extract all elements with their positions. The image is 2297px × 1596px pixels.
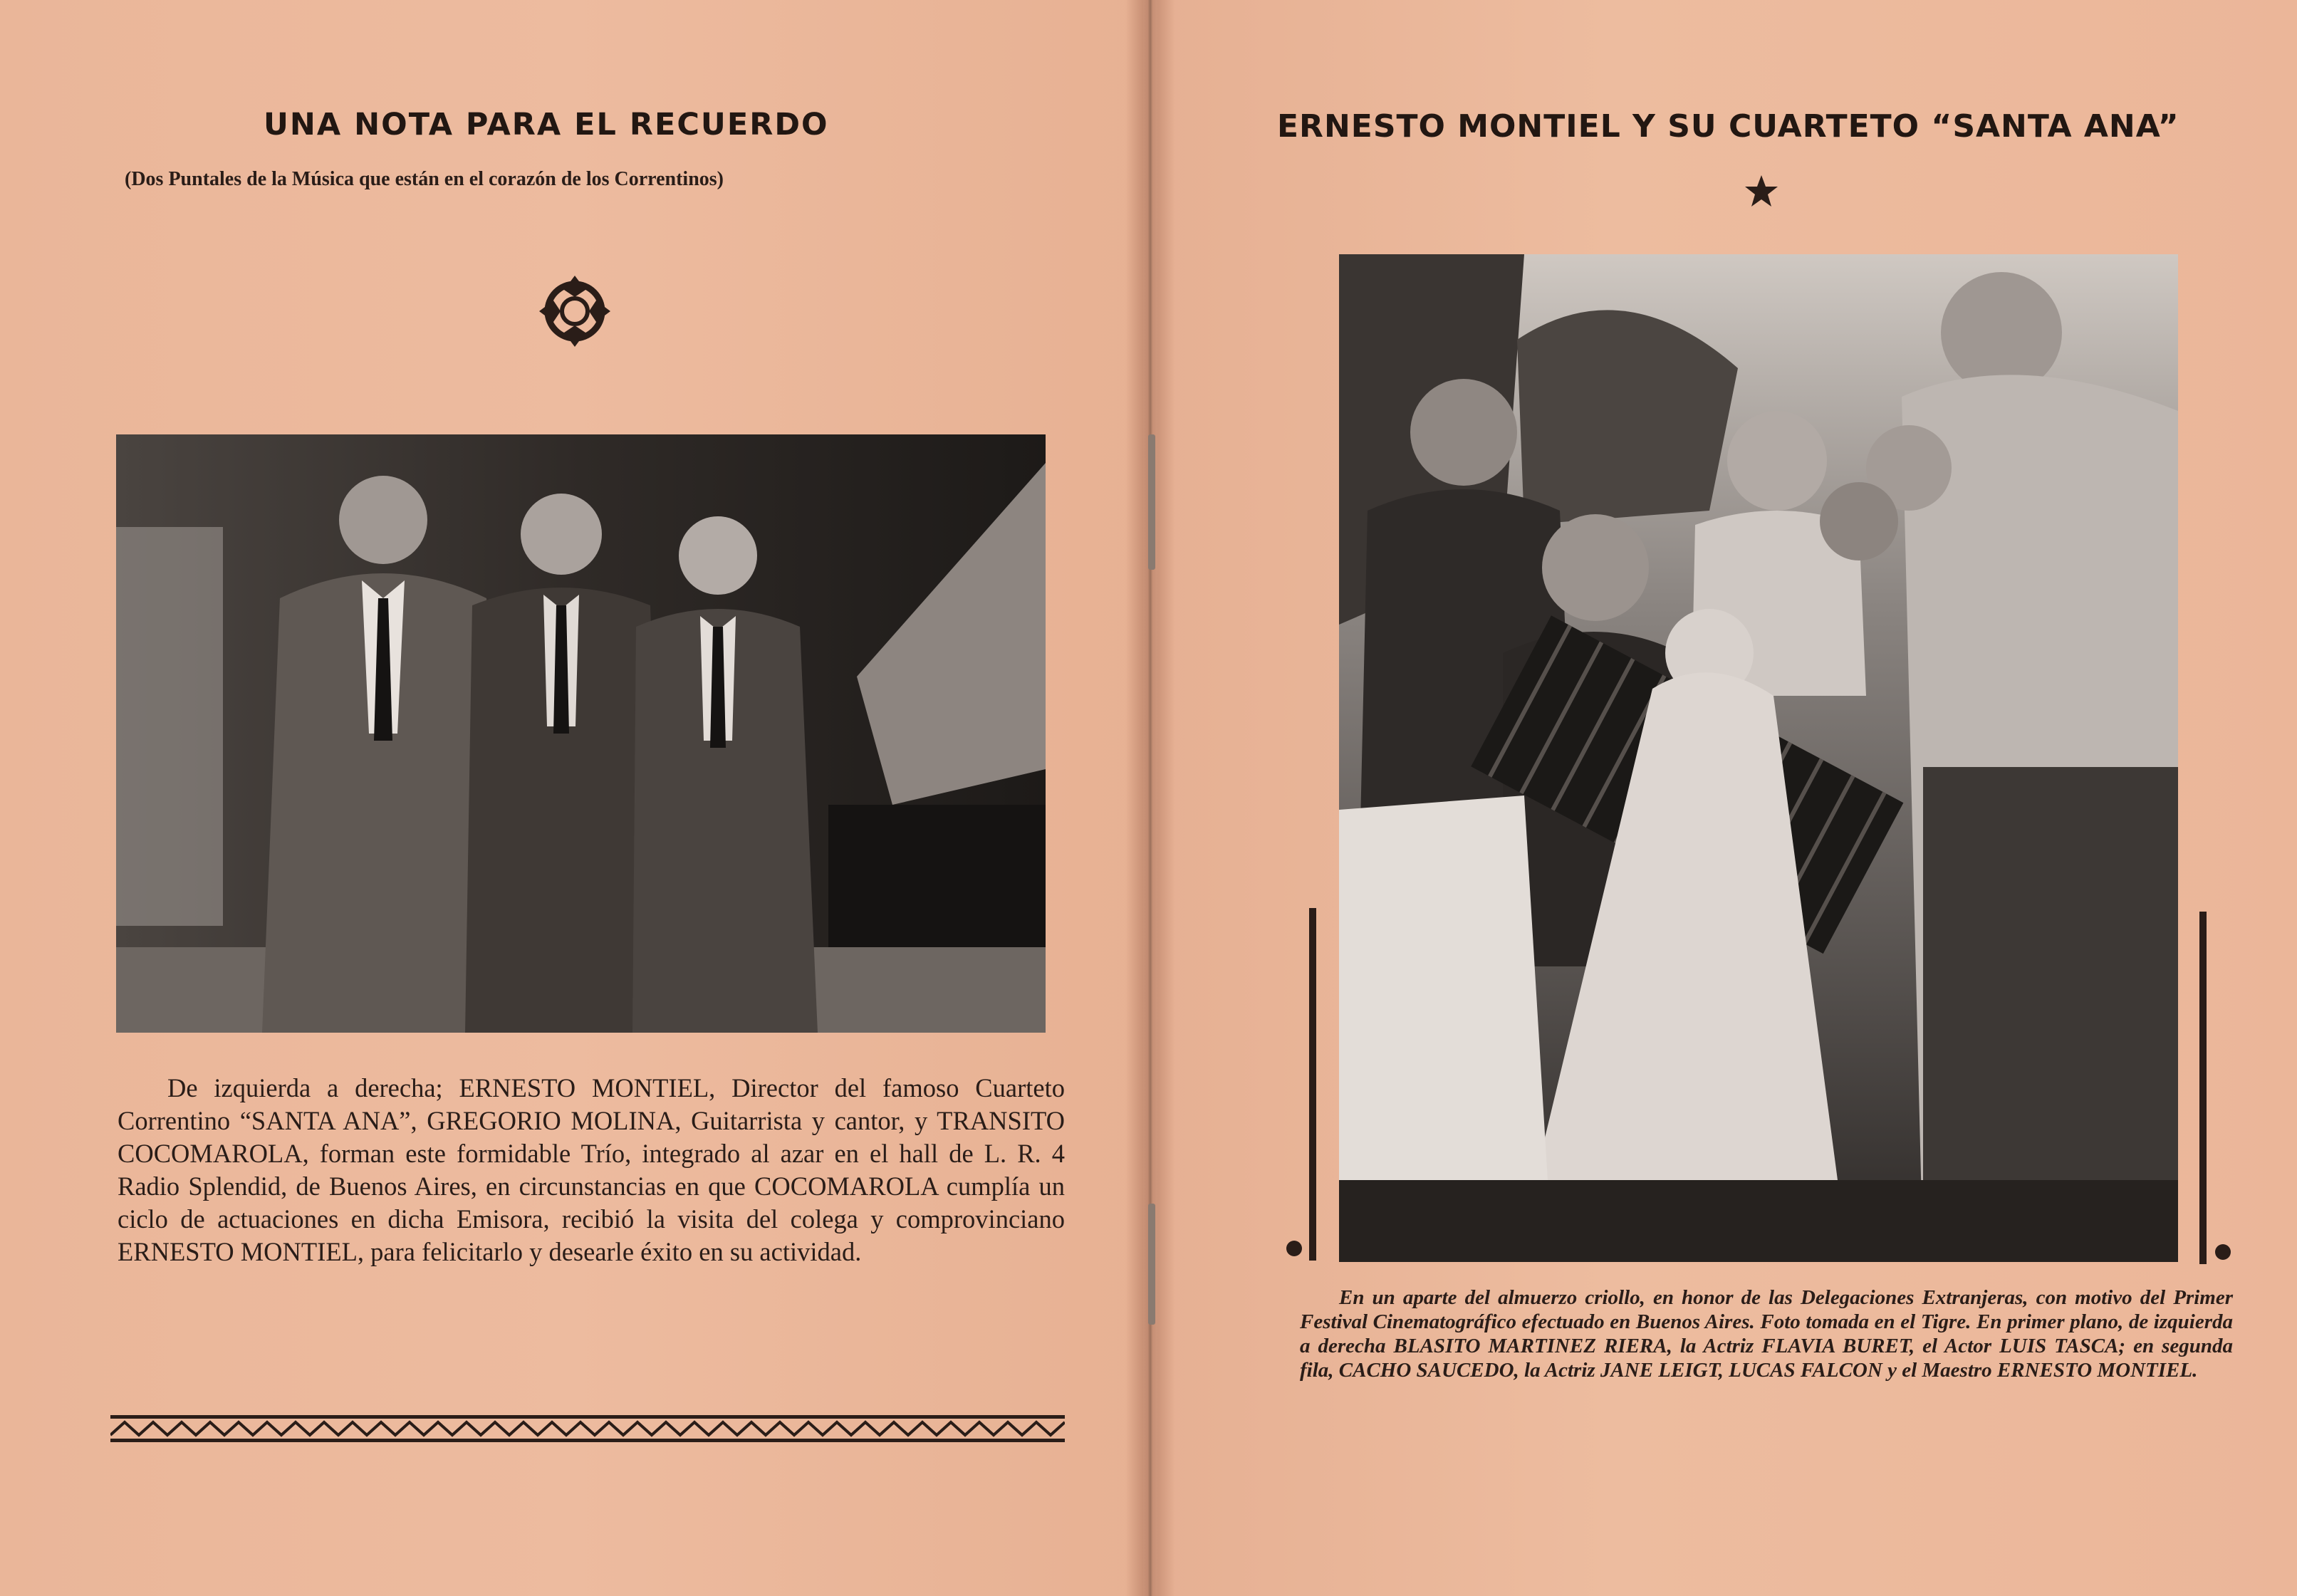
- right-vertical-bar: [2199, 912, 2207, 1264]
- left-page-title: UNA NOTA PARA EL RECUERDO: [264, 107, 829, 142]
- left-photo-caption: De izquierda a derecha; ERNESTO MONTIEL, Director del famoso Cuarteto Correntino “SANTA ANA”, GREGORIO MOLINA, Guitarrista y cantor, y TRANSITO COCOMAROLA, forman este formidable Trío, integrado al azar en el hall de L. R. 4 Radio Splendid, de Buenos Aires, en circunstancias en que COCOMAROLA cumplía un ciclo de actuaciones en dicha Emisora, recibió la visita del colega y comprovinciano ERNESTO MONTIEL, para felicitarlo y desearle éxito en su actividad.: [118, 1073, 1065, 1266]
- right-photo-caption: En un aparte del almuerzo criollo, en honor de las Delegaciones Extranjeras, con motivo del Primer Festival Cinematográfico efectuado en Buenos Aires. Foto tomada en el Tigre. En primer plano, de izquierda a derecha BLASITO MARTINEZ RIERA, la Actriz FLAVIA BURET, el Actor LUIS TASCA; en segunda fila, CACHO SAUCEDO, la Actriz JANE LEIGT, LUCAS FALCON y el Maestro ERNESTO MONTIEL.: [1300, 1286, 2233, 1382]
- staple-top: [1148, 434, 1155, 570]
- decorative-border: [110, 1414, 1065, 1444]
- left-page-subtitle: (Dos Puntales de la Música que están en el corazón de los Correntinos): [125, 168, 724, 190]
- right-page-title: ERNESTO MONTIEL Y SU CUARTETO “SANTA ANA”: [1277, 108, 2179, 145]
- staple-bottom: [1148, 1204, 1155, 1325]
- book-gutter: [1125, 0, 1175, 1596]
- photo-festival-group: [1339, 254, 2178, 1262]
- celtic-knot-icon: [536, 272, 614, 350]
- right-bullet-dot: [2215, 1244, 2231, 1260]
- left-vertical-bar: [1309, 908, 1316, 1261]
- star-icon: [1744, 174, 1779, 209]
- left-bullet-dot: [1286, 1241, 1302, 1256]
- photo-trio: [116, 434, 1046, 1033]
